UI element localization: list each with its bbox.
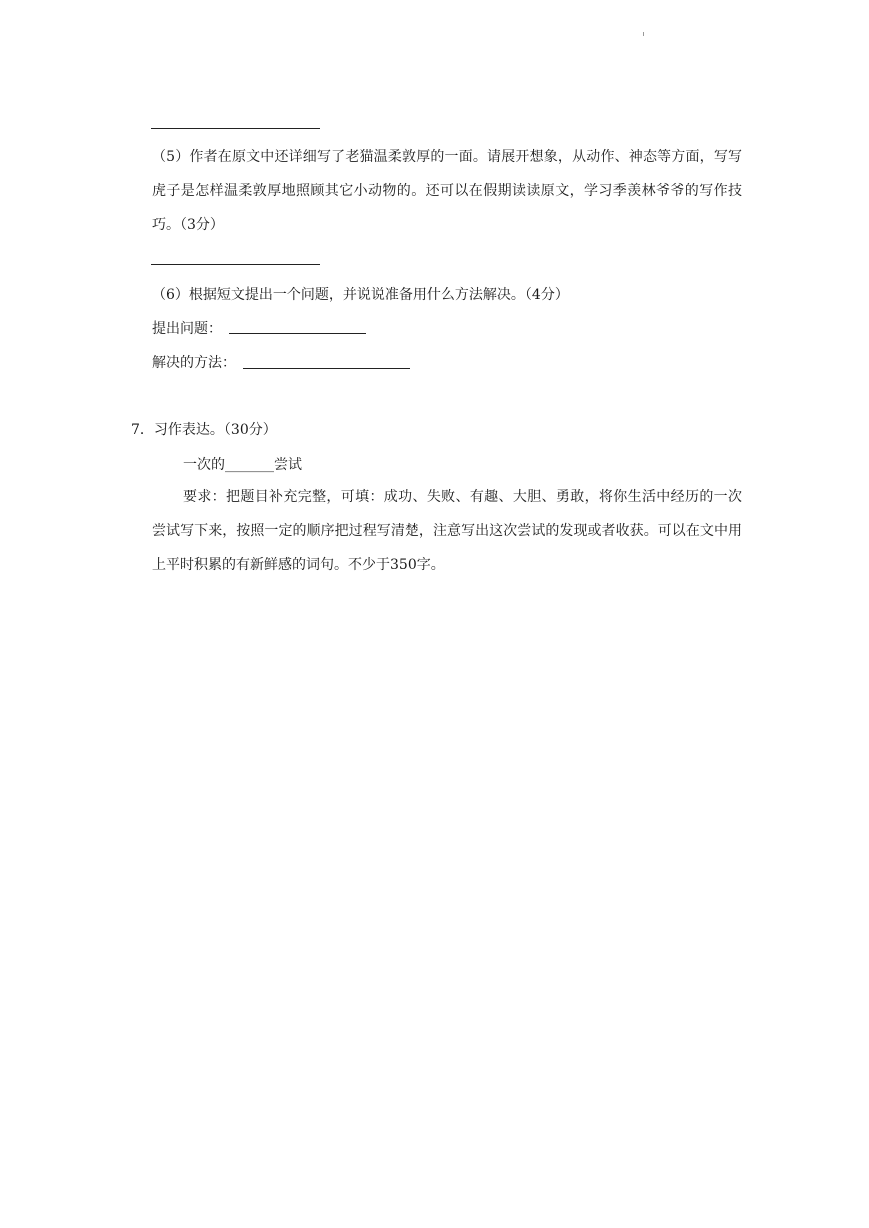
essay-title bbox=[183, 454, 302, 474]
page-mark bbox=[643, 32, 644, 36]
essay-requirement: 要求：把题目补充完整，可填：成功、失败、有趣、大胆、勇敢，将你生活中经历的一次尝试写下来，按照一定的顺序把过程写清楚，注意写出这次尝试的发现或者收获。可以在文中用上平时积累的有新鲜感的词句。不少于350字。 bbox=[152, 489, 742, 573]
essay-title-blank[interactable]: _______ bbox=[225, 457, 274, 473]
method-answer-line[interactable] bbox=[243, 368, 410, 369]
question-label: 提出问题： bbox=[152, 321, 222, 337]
method-label: 解决的方法： bbox=[152, 355, 236, 371]
question-answer-line[interactable] bbox=[229, 333, 366, 334]
essay-title-suffix: 尝试 bbox=[274, 457, 302, 473]
answer-line-q5[interactable] bbox=[151, 264, 320, 265]
question-6-text: （6）根据短文提出一个问题，并说说准备用什么方法解决。（4分） bbox=[152, 287, 569, 303]
question-7-heading: 7．习作表达。（30分） bbox=[131, 422, 277, 438]
essay-title-prefix: 一次的 bbox=[183, 457, 225, 473]
answer-line-q4[interactable] bbox=[151, 128, 320, 129]
question-5-text: （5）作者在原文中还详细写了老猫温柔敦厚的一面。请展开想象，从动作、神态等方面，写写虎子是怎样温柔敦厚地照顾其它小动物的。还可以在假期读读原文，学习季羡林爷爷的写作技巧。（3分） bbox=[152, 149, 742, 233]
